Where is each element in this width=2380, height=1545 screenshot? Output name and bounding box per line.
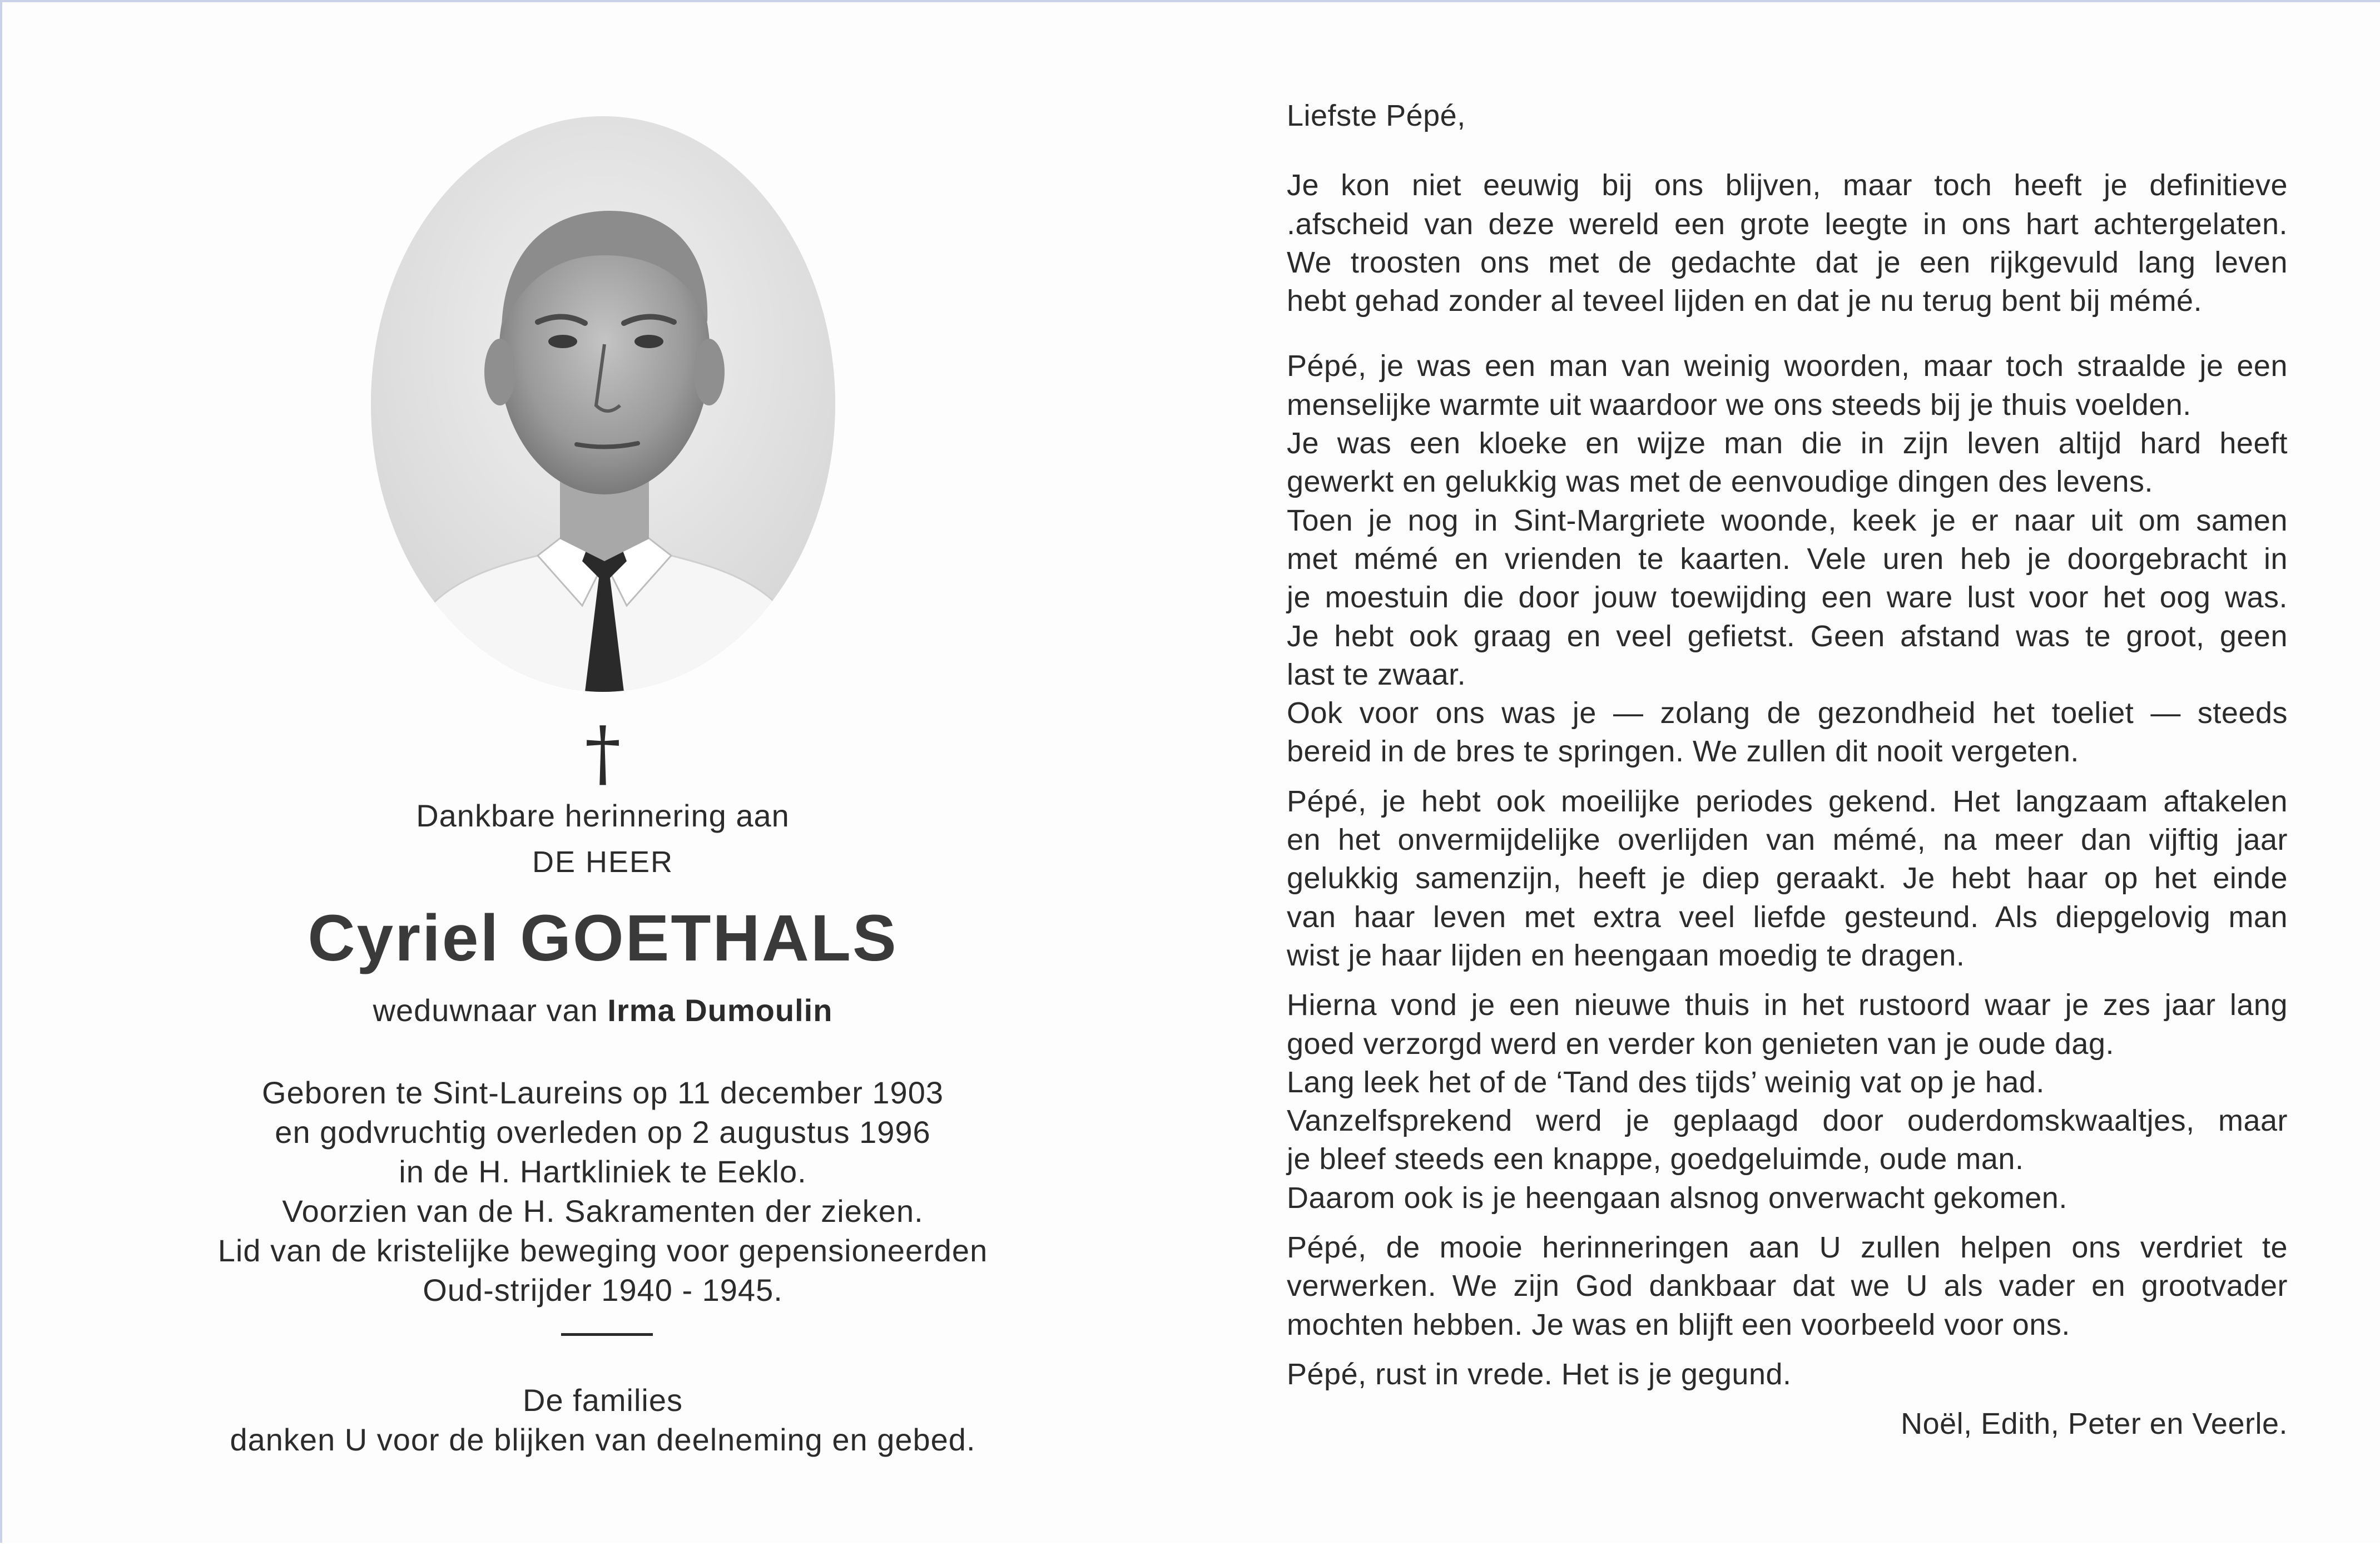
letter-line: gelukkig samenzijn, heeft je diep geraakt. Je hebt haar op het einde xyxy=(1287,861,2288,895)
families-thanks xyxy=(169,1380,1037,1459)
letter-greeting: Liefste Pépé, xyxy=(1287,99,1466,132)
letter-line: goed verzorgd werd en verder kon genieten van je oude dag. xyxy=(1287,1027,2115,1061)
letter-line: gewerkt en gelukkig was met de eenvoudige dingen des levens. xyxy=(1287,465,2153,499)
letter-line: bereid in de bres te springen. We zullen dit nooit vergeten. xyxy=(1287,735,2079,769)
letter-line: Hierna vond je een nieuwe thuis in het rustoord waar je zes jaar lang xyxy=(1287,988,2288,1022)
letter-paragraph xyxy=(1287,986,2288,1217)
letter-line: mochten hebben. Je was en blijft een voorbeeld voor ons. xyxy=(1287,1308,2070,1341)
spouse-name: Irma Dumoulin xyxy=(607,993,833,1028)
letter-line: Daarom ook is je heengaan alsnog onverwacht gekomen. xyxy=(1287,1181,2067,1215)
families-line: De families xyxy=(523,1383,683,1418)
deceased-name: Cyriel GOETHALS xyxy=(308,902,898,975)
letter-paragraph xyxy=(1287,1355,2288,1394)
letter-paragraph xyxy=(1287,166,2288,320)
letter-line: .afscheid van deze wereld een grote leegte in ons hart achtergelaten. xyxy=(1287,207,2288,241)
letter-line: en het onvermijdelijke overlijden van mémé, na meer dan vijftig jaar xyxy=(1287,823,2288,857)
letter-line: verwerken. We zijn God dankbaar dat we U als vader en grootvader xyxy=(1287,1269,2288,1303)
letter-line: Vanzelfsprekend werd je geplaagd door ouderdomskwaaltjes, maar xyxy=(1287,1104,2288,1138)
letter-line: Je kon niet eeuwig bij ons blijven, maar toch heeft je definitieve xyxy=(1287,169,2288,202)
biography-line: en godvruchtig overleden op 2 augustus 1996 xyxy=(275,1115,931,1150)
widow-line xyxy=(169,992,1037,1028)
biography-line: in de H. Hartkliniek te Eeklo. xyxy=(399,1154,807,1189)
letter-line: Je was een kloeke en wijze man die in zijn leven altijd hard heeft xyxy=(1287,427,2288,460)
signature: Noël, Edith, Peter en Veerle. xyxy=(1901,1407,2288,1441)
biography-line: Oud-strijder 1940 - 1945. xyxy=(423,1272,783,1308)
letter-paragraph xyxy=(1287,347,2288,771)
letter-line: Toen je nog in Sint-Margriete woonde, keek je er naar uit om samen xyxy=(1287,503,2288,537)
letter-paragraph xyxy=(1287,1229,2288,1344)
biography-line: Lid van de kristelijke beweging voor gepensioneerden xyxy=(217,1233,988,1268)
widow-prefix: weduwnaar van xyxy=(373,993,598,1028)
letter-line: je moestuin die door jouw toewijding een ware lust voor het oog was. xyxy=(1287,581,2288,615)
divider xyxy=(561,1333,653,1336)
letter xyxy=(1287,97,2288,1444)
intro-text: Dankbare herinnering aan xyxy=(416,798,790,833)
letter-line: last te zwaar. xyxy=(1287,657,1466,691)
letter-line: je bleef steeds een knappe, goedgeluimde, oude man. xyxy=(1287,1142,2024,1176)
cross-symbol: † xyxy=(584,711,621,795)
letter-line: menselijke warmte uit waardoor we ons steeds bij je thuis voelden. xyxy=(1287,388,2191,422)
letter-line: Pépé, je was een man van weinig woorden, maar toch straalde je een xyxy=(1287,349,2288,383)
biography-line: Geboren te Sint-Laureins op 11 december 1903 xyxy=(262,1075,944,1110)
letter-line: hebt gehad zonder al teveel lijden en dat je nu terug bent bij mémé. xyxy=(1287,284,2203,318)
letter-line: Ook voor ons was je — zolang de gezondheid het toeliet — steeds xyxy=(1287,696,2288,730)
letter-line: Je hebt ook graag en veel gefietst. Geen afstand was te groot, geen xyxy=(1287,619,2288,653)
biography-line: Voorzien van de H. Sakramenten der zieken. xyxy=(282,1194,924,1229)
letter-line: met mémé en vrienden te kaarten. Vele uren heb je doorgebracht in xyxy=(1287,542,2288,576)
families-line: danken U voor de blijken van deelneming en gebed. xyxy=(230,1422,976,1457)
letter-line: wist je haar lijden en heengaan moedig te dragen. xyxy=(1287,938,1965,972)
honorific: DE HEER xyxy=(532,845,674,879)
left-panel xyxy=(169,2,1037,1545)
letter-line: van haar leven met extra veel liefde gesteund. Als diepgelovig man xyxy=(1287,900,2288,934)
biography xyxy=(169,1073,1037,1310)
letter-line: Pépé, rust in vrede. Het is je gegund. xyxy=(1287,1357,1792,1391)
letter-paragraph xyxy=(1287,783,2288,975)
portrait-photo xyxy=(371,116,835,692)
letter-line: Pépé, de mooie herinneringen aan U zullen helpen ons verdriet te xyxy=(1287,1231,2288,1265)
letter-line: We troosten ons met de gedachte dat je een rijkgevuld lang leven xyxy=(1287,245,2288,279)
letter-line: Pépé, je hebt ook moeilijke periodes gekend. Het langzaam aftakelen xyxy=(1287,784,2288,818)
letter-line: Lang leek het of de ‘Tand des tijds’ weinig vat op je had. xyxy=(1287,1065,2045,1099)
